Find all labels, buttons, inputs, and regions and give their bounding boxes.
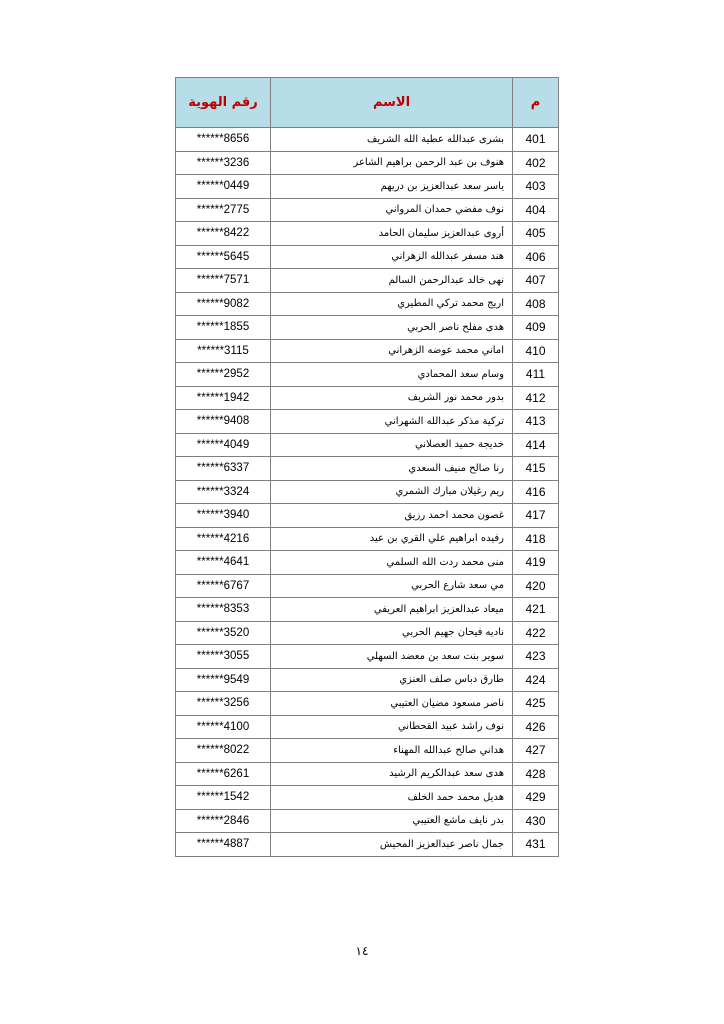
serial-number-cell: 403 (513, 175, 559, 199)
id-number-cell: ******4887 (176, 833, 271, 857)
serial-number-cell: 418 (513, 527, 559, 551)
id-number-cell: ******9408 (176, 410, 271, 434)
name-cell: غصون محمد احمد رزيق (271, 504, 513, 528)
name-cell: مي سعد شارع الحربي (271, 574, 513, 598)
name-cell: رفيده ابراهيم علي القري بن عيد (271, 527, 513, 551)
serial-number-cell: 428 (513, 762, 559, 786)
serial-number-cell: 402 (513, 151, 559, 175)
id-number-cell: ******9549 (176, 668, 271, 692)
header-name: الاسم (271, 78, 513, 128)
table-row (176, 457, 559, 481)
id-number-cell: ******8656 (176, 128, 271, 152)
table-row (176, 245, 559, 269)
table-row (176, 621, 559, 645)
serial-number-cell: 401 (513, 128, 559, 152)
name-cell: نهى خالد عبدالرحمن السالم (271, 269, 513, 293)
table-row (176, 480, 559, 504)
name-cell: هدى سعد عبدالكريم الرشيد (271, 762, 513, 786)
id-number-cell: ******2846 (176, 809, 271, 833)
table-row (176, 222, 559, 246)
table-row (176, 692, 559, 716)
serial-number-cell: 427 (513, 739, 559, 763)
table-row (176, 762, 559, 786)
id-number-cell: ******4049 (176, 433, 271, 457)
id-number-cell: ******4100 (176, 715, 271, 739)
serial-number-cell: 404 (513, 198, 559, 222)
table-row (176, 316, 559, 340)
name-cell: هدى مفلح ناصر الحربي (271, 316, 513, 340)
table-row (176, 551, 559, 575)
serial-number-cell: 424 (513, 668, 559, 692)
table-row (176, 645, 559, 669)
serial-number-cell: 413 (513, 410, 559, 434)
table-row (176, 433, 559, 457)
name-cell: بدور محمد نور الشريف (271, 386, 513, 410)
id-number-cell: ******3324 (176, 480, 271, 504)
table-row (176, 198, 559, 222)
id-number-cell: ******3115 (176, 339, 271, 363)
serial-number-cell: 407 (513, 269, 559, 293)
name-cell: طارق دباس صلف العنزي (271, 668, 513, 692)
header-id-number: رقم الهوية (176, 78, 271, 128)
name-cell: هداني صالح عبدالله المهناء (271, 739, 513, 763)
id-number-cell: ******1855 (176, 316, 271, 340)
page-number: ١٤ (355, 944, 369, 958)
table-row (176, 715, 559, 739)
id-number-cell: ******8353 (176, 598, 271, 622)
name-cell: سوير بنت سعد بن معضد السهلي (271, 645, 513, 669)
header-row (176, 78, 559, 128)
table-body (176, 128, 559, 857)
id-number-cell: ******4216 (176, 527, 271, 551)
name-cell: تركية مذكر عبدالله الشهراني (271, 410, 513, 434)
serial-number-cell: 426 (513, 715, 559, 739)
id-number-cell: ******3940 (176, 504, 271, 528)
table-row (176, 668, 559, 692)
name-cell: رنا صالح منيف السعدي (271, 457, 513, 481)
id-number-cell: ******8022 (176, 739, 271, 763)
id-number-cell: ******9082 (176, 292, 271, 316)
name-cell: بشرى عبدالله عطية الله الشريف (271, 128, 513, 152)
table-row (176, 527, 559, 551)
table-row (176, 410, 559, 434)
name-cell: ميعاد عبدالعزيز ابراهيم العريفي (271, 598, 513, 622)
header-serial: م (513, 78, 559, 128)
name-cell: نوف مفضي حمدان المرواني (271, 198, 513, 222)
table-row (176, 574, 559, 598)
id-number-cell: ******5645 (176, 245, 271, 269)
serial-number-cell: 420 (513, 574, 559, 598)
serial-number-cell: 406 (513, 245, 559, 269)
table-row (176, 269, 559, 293)
serial-number-cell: 412 (513, 386, 559, 410)
name-cell: بدر نايف ماشع العتيبي (271, 809, 513, 833)
table-row (176, 598, 559, 622)
name-cell: جمال ناصر عبدالعزيز المحيش (271, 833, 513, 857)
id-number-cell: ******6767 (176, 574, 271, 598)
id-number-cell: ******7571 (176, 269, 271, 293)
name-cell: ناصر مسعود مضيان العتيبي (271, 692, 513, 716)
id-number-cell: ******1942 (176, 386, 271, 410)
id-number-cell: ******6261 (176, 762, 271, 786)
name-cell: هند مسفر عبدالله الزهراني (271, 245, 513, 269)
serial-number-cell: 421 (513, 598, 559, 622)
id-number-cell: ******1542 (176, 786, 271, 810)
table-row (176, 292, 559, 316)
id-number-cell: ******2952 (176, 363, 271, 387)
id-number-cell: ******3256 (176, 692, 271, 716)
name-cell: هنوف بن عبد الرحمن براهيم الشاعر (271, 151, 513, 175)
id-number-cell: ******3236 (176, 151, 271, 175)
name-cell: خديجة حميد العصلاني (271, 433, 513, 457)
serial-number-cell: 408 (513, 292, 559, 316)
id-number-cell: ******8422 (176, 222, 271, 246)
name-cell: نوف راشد عبيد القحطاني (271, 715, 513, 739)
id-number-cell: ******6337 (176, 457, 271, 481)
serial-number-cell: 431 (513, 833, 559, 857)
serial-number-cell: 417 (513, 504, 559, 528)
serial-number-cell: 415 (513, 457, 559, 481)
table-row (176, 363, 559, 387)
serial-number-cell: 416 (513, 480, 559, 504)
table-row (176, 339, 559, 363)
table-row (176, 786, 559, 810)
serial-number-cell: 423 (513, 645, 559, 669)
table-row (176, 151, 559, 175)
name-cell: منى محمد ردت الله السلمي (271, 551, 513, 575)
id-number-cell: ******4641 (176, 551, 271, 575)
name-cell: وسام سعد المحمادي (271, 363, 513, 387)
name-cell: ناديه فيحان جهيم الحربي (271, 621, 513, 645)
serial-number-cell: 422 (513, 621, 559, 645)
id-number-cell: ******0449 (176, 175, 271, 199)
serial-number-cell: 429 (513, 786, 559, 810)
id-number-cell: ******2775 (176, 198, 271, 222)
serial-number-cell: 414 (513, 433, 559, 457)
name-cell: اريج محمد تركي المطيري (271, 292, 513, 316)
table-row (176, 128, 559, 152)
name-cell: أروى عبدالعزيز سليمان الحامد (271, 222, 513, 246)
table-row (176, 504, 559, 528)
id-number-cell: ******3055 (176, 645, 271, 669)
serial-number-cell: 419 (513, 551, 559, 575)
table-row (176, 386, 559, 410)
records-table (175, 77, 559, 857)
serial-number-cell: 409 (513, 316, 559, 340)
serial-number-cell: 410 (513, 339, 559, 363)
serial-number-cell: 411 (513, 363, 559, 387)
name-cell: اماني محمد عوضه الزهراني (271, 339, 513, 363)
table-row (176, 739, 559, 763)
name-cell: ريم رغيلان مبارك الشمري (271, 480, 513, 504)
table-row (176, 809, 559, 833)
id-number-cell: ******3520 (176, 621, 271, 645)
serial-number-cell: 425 (513, 692, 559, 716)
table-row (176, 833, 559, 857)
table-row (176, 175, 559, 199)
name-cell: ياسر سعد عبدالعزيز بن دريهم (271, 175, 513, 199)
serial-number-cell: 405 (513, 222, 559, 246)
serial-number-cell: 430 (513, 809, 559, 833)
name-cell: هديل محمد حمد الخلف (271, 786, 513, 810)
